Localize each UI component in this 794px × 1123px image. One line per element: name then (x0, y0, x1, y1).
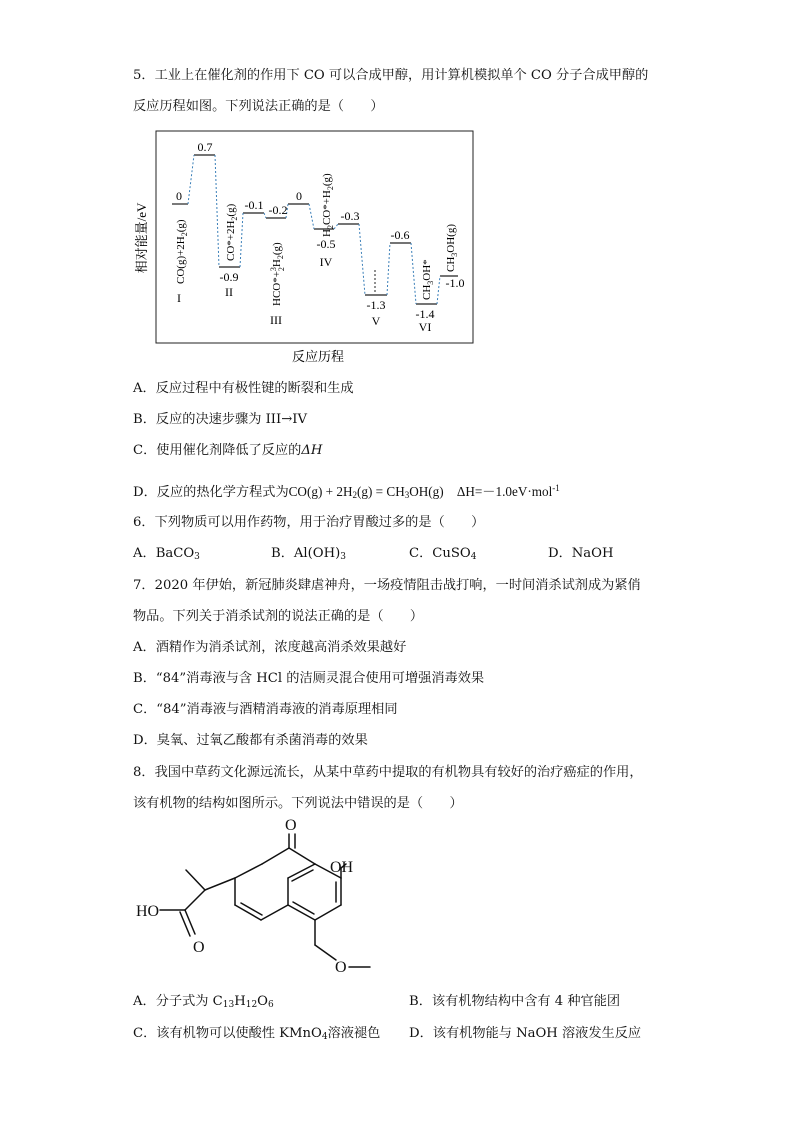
q8-option-c[interactable]: C．该有机物可以使酸性 KMnO$_4$溶液褪色 (133, 1026, 381, 1042)
q6-option-b[interactable]: B．$Al(OH)_3$ (271, 546, 346, 562)
atom-o-methoxy: O (335, 959, 347, 976)
q5-option-a[interactable]: A．反应过程中有极性键的断裂和生成 (133, 381, 354, 396)
value-label: -0.3 (340, 209, 360, 223)
value-label: -0.9 (219, 270, 239, 284)
atom-ho: HO (136, 903, 160, 920)
q8-option-d[interactable]: D．该有机物能与 NaOH 溶液发生反应 (409, 1026, 642, 1041)
q7-stem-line2: 物品。下列关于消杀试剂的说法正确的是（ ） (133, 609, 424, 624)
atom-o-acid: O (193, 939, 205, 956)
value-label: -0.1 (244, 198, 264, 212)
q5-option-c[interactable]: C．使用催化剂降低了反应的ΔH (133, 443, 323, 458)
q5-stem-line2: 反应历程如图。下列说法正确的是（ ） (133, 99, 384, 114)
species-label-III: $HCO*+^32H_2(g)$ (269, 242, 286, 306)
stage-label-VI: VI (418, 320, 432, 334)
q8-stem-line1: 8．我国中草药文化源远流长，从某中草药中提取的有机物具有较好的治疗癌症的作用， (133, 765, 643, 780)
q7-option-c[interactable]: C．“84”消毒液与酒精消毒液的消毒原理相同 (133, 702, 398, 717)
stage-label-V: V (371, 314, 381, 328)
q8-option-b[interactable]: B．该有机物结构中含有 4 种官能团 (409, 994, 621, 1009)
q7-option-a[interactable]: A．酒精作为消杀试剂，浓度越高消杀效果越好 (133, 640, 407, 655)
value-label: -0.2 (268, 203, 288, 217)
stage-label-III: III (270, 313, 282, 327)
species-label-final: $CH_3OH(g)$ (445, 224, 459, 272)
q6-option-a[interactable]: A．BaCO$_3$ (133, 546, 200, 562)
value-label: -0.5 (316, 237, 336, 251)
stage-label-I: I (177, 291, 181, 305)
value-label: 0 (176, 189, 182, 203)
species-label-IV: $H_2CO*+H_2(g)$ (321, 173, 335, 237)
stage-label-II: II (225, 285, 233, 299)
q7-option-d[interactable]: D．臭氧、过氧乙酸都有杀菌消毒的效果 (133, 733, 368, 748)
q6-option-c[interactable]: C．CuSO$_4$ (409, 546, 477, 562)
atom-oh: OH (330, 859, 354, 876)
value-label: -1.4 (415, 307, 435, 321)
y-axis-label: 相对能量/eV (134, 202, 149, 274)
value-label: -0.6 (390, 228, 410, 242)
x-axis-label: 反应历程 (291, 349, 345, 364)
q6-option-d[interactable]: D．NaOH (548, 546, 614, 561)
q5-option-d[interactable]: D．反应的热化学方程式为$CO(g) + 2H_2(g) = CH_3OH(g)$ ΔH=－1.0eV·mol$^{-1}$ (133, 483, 560, 500)
q8-option-a[interactable]: A．分子式为 $C_{13}H_{12}O_6$ (133, 994, 274, 1010)
stage-label-IV: IV (319, 255, 333, 269)
value-label: 0.7 (197, 140, 213, 154)
species-label-VI: $CH_3OH*$ (421, 259, 435, 300)
q6-stem: 6．下列物质可以用作药物，用于治疗胃酸过多的是（ ） (133, 515, 485, 530)
value-label: -1.0 (445, 276, 465, 290)
species-label-II: $CO*+2H_2(g)$ (225, 203, 239, 261)
q7-option-b[interactable]: B．“84”消毒液与含 HCl 的洁厕灵混合使用可增强消毒效果 (133, 671, 485, 686)
value-label: -1.3 (366, 298, 386, 312)
q8-stem-line2: 该有机物的结构如图所示。下列说法中错误的是（ ） (133, 796, 463, 811)
q5-option-b[interactable]: B．反应的决速步骤为 III→IV (133, 412, 307, 427)
atom-o-carbonyl: O (285, 817, 297, 834)
value-label: 0 (296, 189, 302, 203)
species-label-I: $CO(g)+2H_2(g)$ (175, 219, 189, 284)
q7-stem-line1: 7．2020 年伊始，新冠肺炎肆虐神舟，一场疫情阻击战打响，一时间消杀试剂成为紧俏 (133, 578, 641, 593)
q5-stem-line1: 5．工业上在催化剂的作用下 CO 可以合成甲醇，用计算机模拟单个 CO 分子合成甲醇的 (133, 68, 649, 83)
